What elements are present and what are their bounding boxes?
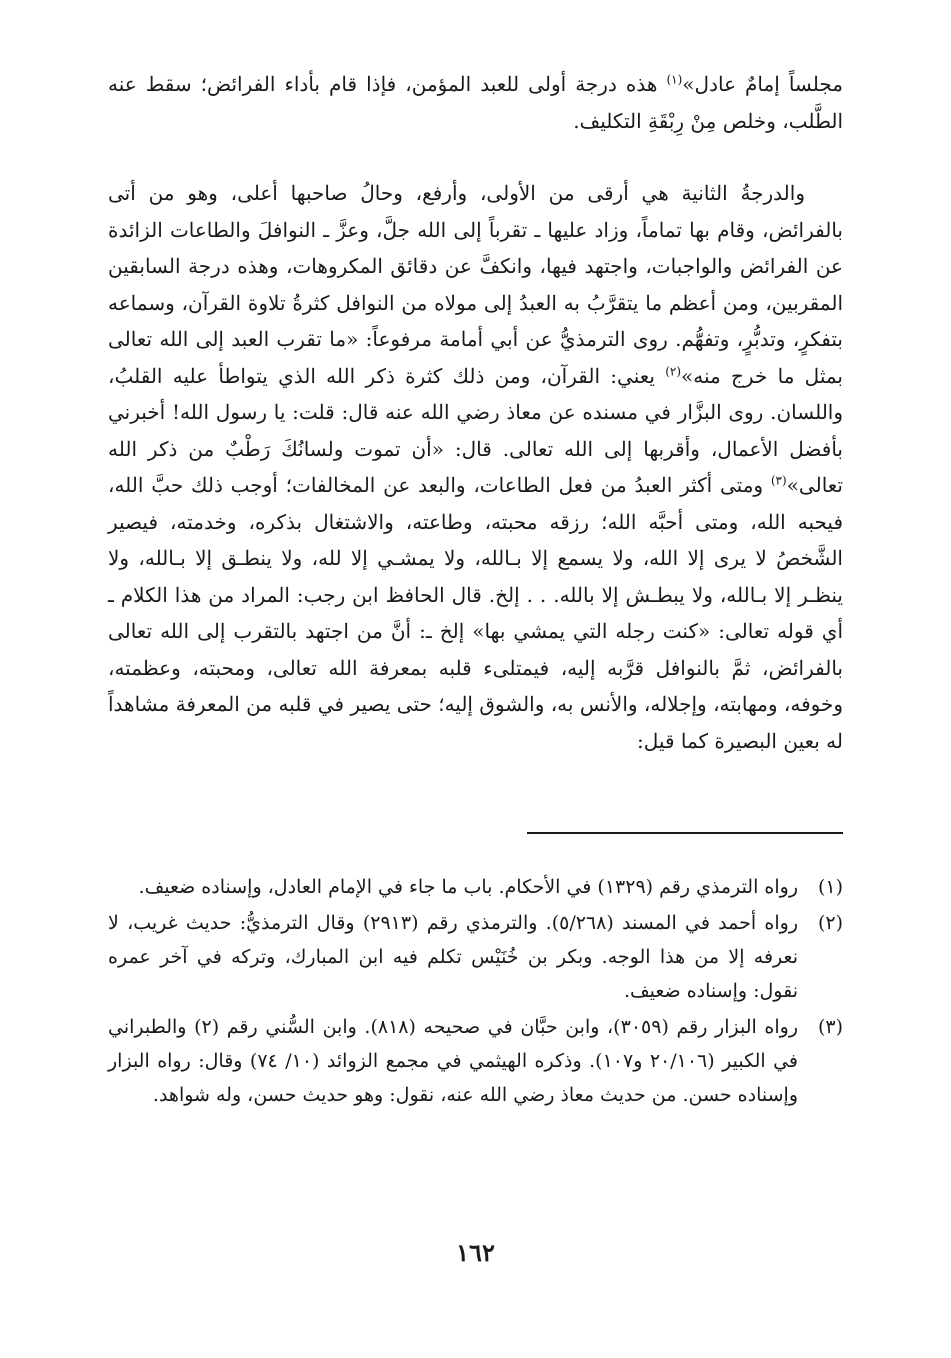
footnote-item (108, 906, 843, 1008)
main-text-body (108, 66, 843, 759)
footnote-number: (١) (817, 876, 843, 898)
footnote-ref-1: (١) (666, 72, 683, 87)
paragraph1-start: مجلساً إمامٌ عادل» (682, 72, 844, 96)
paragraph-second (108, 175, 843, 759)
footnote-text: رواه الترمذي رقم (١٣٢٩) في الأحكام. باب ما جاء في الإمام العادل، وإسناده ضعيف. (138, 876, 798, 898)
paragraph2-part1: والدرجةُ الثانية هي أرقى من الأولى، وأرفع، وحالُ صاحبها أعلى، وهو من أتى بالفرائض، وقام بها تماماً، وزاد عليها ـ تقرباً إلى الله جلَّ، وعزَّ ـ النوافلَ والطاعات الزائدة عن الفرائض والواجبات، واجتهد فيها، وانكفَّ عن دقائق المكروهات، وهذه درجة السابقين المقربين، ومن أعظم ما يتقرَّبُ به العبدُ إلى مولاه من النوافل كثرةُ تلاوة القرآن، وسماعه بتفكرٍ، وتدبُّرٍ، وتفهُّم. روى الترمذيُّ عن أبي أمامة مرفوعاً: «ما تقرب العبد إلى الله تعالى بمثل ما خرج منه» (108, 181, 843, 388)
paragraph-first (108, 66, 843, 139)
footnote-ref-3: (٣) (770, 473, 787, 488)
footnote-ref-2: (٢) (665, 363, 682, 378)
footnote-number: (٣) (817, 1016, 843, 1038)
footnote-item (108, 870, 843, 904)
paragraph2-part3: ومتى أكثر العبدُ من فعل الطاعات، والبعد عن المخالفات؛ أوجب ذلك حبَّ الله، فيحبه الله، ومتى أحبَّه الله؛ رزقه محبته، وطاعته، والاشتغال بذكره، وخدمته، فيصير الشَّخصُ لا يرى إلا الله، ولا يسمع إلا بـالله، ولا يمشـي إلا لله، ولا ينطـق إلا بـالله، ولا ينظـر إلا بـالله، ولا يبطـش إلا بالله. . . إلخ. قال الحافظ ابن رجب: المراد من هذا الكلام ـ أي قوله تعالى: «كنت رجله التي يمشي بها» إلخ ـ: أنَّ من اجتهد بالتقرب إلى الله تعالى بالفرائض، ثمَّ بالنوافل قرَّبه إليه، فيمتلىء قلبه بمعرفة الله تعالى، ومحبته، وعظمته، وخوفه، ومهابته، وإجلاله، والأنس به، والشوق إليه؛ حتى يصير في قلبه من المعرفة مشاهداً له بعين البصيرة كما قيل: (108, 473, 844, 753)
footnote-item (108, 1010, 843, 1112)
footnote-text: رواه البزار رقم (٣٠٥٩)، وابن حبَّان في صحيحه (٨١٨). وابن السُّني رقم (٢) والطبراني في الكبير (٢٠/١٠٦ و١٠٧). وذكره الهيثمي في مجمع الزوائد (١٠/ ٧٤) وقال: رواه البزار وإسناده حسن. من حديث معاذ رضي الله عنه، نقول: وهو حديث حسن، وله شواهد. (108, 1016, 799, 1106)
footnote-text: رواه أحمد في المسند (٥/٢٦٨). والترمذي رقم (٢٩١٣) وقال الترمذيُّ: حديث غريب، لا نعرفه إلا من هذا الوجه. وبكر بن خُنَيْس تكلم فيه ابن المبارك، وتركه في آخر عمره نقول: وإسناده ضعيف. (108, 912, 798, 1002)
footnote-separator (527, 832, 843, 834)
paragraph2-part2: يعني: القرآن، ومن ذلك كثرة ذكر الله الذي يتواطأ عليه القلبُ، واللسان. روى البزَّار في مسنده عن معاذ رضي الله عنه قال: قلت: يا رسول الله! أخبرني بأفضل الأعمال، وأقربها إلى الله تعالى. قال: «أن تموت ولسانُكَ رَطْبٌ من ذكر الله تعالى» (108, 363, 843, 497)
footnotes-section (108, 870, 843, 1114)
footnote-number: (٢) (817, 912, 843, 934)
paragraph1-rest: هذه درجة أولى للعبد المؤمن، فإذا قام بأداء الفرائض؛ سقط عنه الطَّلب، وخلص مِنْ رِبْقَةِ التكليف. (108, 72, 843, 133)
page-number: ١٦٢ (456, 1238, 495, 1267)
